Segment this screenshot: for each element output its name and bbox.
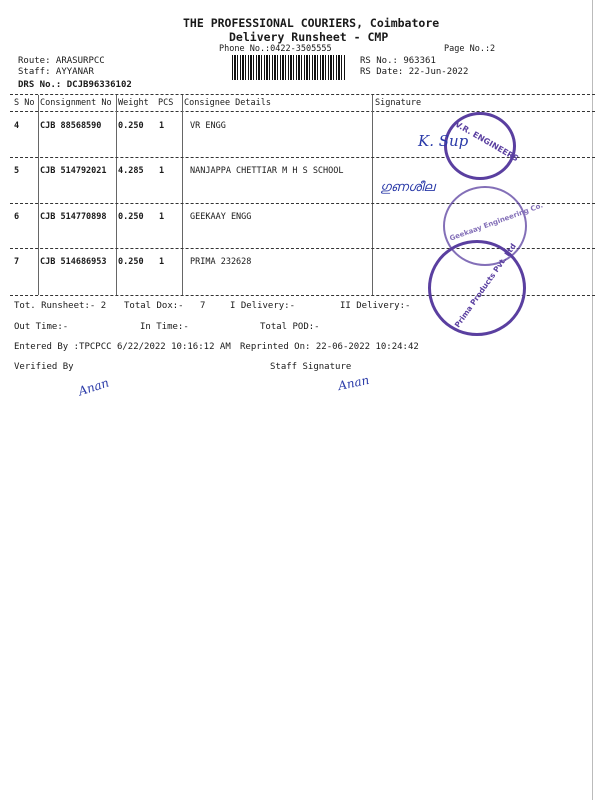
i-delivery: I Delivery:- [230, 301, 296, 311]
col-header-consignee: Consignee Details [184, 98, 271, 108]
row-pcs: 1 [159, 257, 165, 267]
route-label: Route: ARASURPCC [18, 56, 105, 66]
col-header-consignment: Consignment No [40, 98, 112, 108]
staff-signature-label: Staff Signature [270, 362, 352, 372]
col-header-sno: S No [14, 98, 35, 108]
row-sno: 5 [14, 166, 20, 176]
signature-row5: ഗുണശീല [380, 180, 435, 195]
row-consignment: CJB 514770898 [40, 212, 107, 222]
prima-stamp: Prima Products Pvt. Ltd [428, 240, 526, 336]
row-weight: 0.250 [118, 121, 144, 131]
col-header-signature: Signature [375, 98, 422, 108]
ii-delivery: II Delivery:- [340, 301, 411, 311]
total-pod: Total POD:- [260, 322, 320, 332]
row-sno: 4 [14, 121, 20, 131]
row-consignment: CJB 88568590 [40, 121, 102, 131]
tot-runsheet: Tot. Runsheet:- 2 [14, 301, 107, 311]
reprinted-on: Reprinted On: 22-06-2022 10:24:42 [240, 342, 419, 352]
row-pcs: 1 [159, 166, 165, 176]
staff-label: Staff: AYYANAR [18, 67, 94, 77]
page-edge [592, 0, 593, 800]
col-line-4 [372, 95, 373, 295]
staff-signature: Anan [336, 372, 371, 394]
company-name: THE PROFESSIONAL COURIERS, Coimbatore [183, 16, 440, 30]
row-consignee: GEEKAAY ENGG [190, 212, 252, 222]
col-line-1 [38, 95, 39, 295]
row-weight: 4.285 [118, 166, 144, 176]
row-consignee: NANJAPPA CHETTIAR M H S SCHOOL [190, 166, 344, 176]
rs-number: RS No.: 963361 [360, 56, 436, 66]
verified-by: Verified By [14, 362, 74, 372]
total-dox-value: 7 [200, 301, 206, 311]
drs-number: DRS No.: DCJB96336102 [18, 80, 132, 90]
row-weight: 0.250 [118, 212, 144, 222]
signature-row4: K. Sup [418, 132, 469, 150]
row-weight: 0.250 [118, 257, 144, 267]
row-sno: 6 [14, 212, 20, 222]
row-consignee: VR ENGG [190, 121, 226, 131]
col-line-3 [182, 95, 183, 295]
col-header-weight: Weight [118, 98, 149, 108]
out-time: Out Time:- [14, 322, 69, 332]
barcode [232, 55, 346, 80]
row-sno: 7 [14, 257, 20, 267]
table-header-rule [10, 111, 595, 112]
row-pcs: 1 [159, 121, 165, 131]
rs-date: RS Date: 22-Jun-2022 [360, 67, 469, 77]
vr-engineers-stamp: V.R. ENGINEERS [444, 112, 516, 180]
page-number: Page No.:2 [444, 44, 496, 54]
document-title: Delivery Runsheet - CMP [229, 30, 389, 44]
phone-number: Phone No.:0422-3505555 [219, 44, 332, 54]
row-consignment: CJB 514792021 [40, 166, 107, 176]
row-consignment: CJB 514686953 [40, 257, 107, 267]
geekaay-stamp: Geekaay Engineering Co. [443, 186, 527, 266]
table-top-rule [10, 94, 595, 95]
verified-signature: Anan [76, 375, 111, 399]
col-line-2 [116, 95, 117, 295]
row-pcs: 1 [159, 212, 165, 222]
in-time: In Time:- [140, 322, 189, 332]
entered-by: Entered By :TPCPCC 6/22/2022 10:16:12 AM [14, 342, 231, 352]
row-consignee: PRIMA 232628 [190, 257, 252, 267]
col-header-pcs: PCS [158, 98, 174, 108]
total-dox-label: Total Dox:- [124, 301, 184, 311]
